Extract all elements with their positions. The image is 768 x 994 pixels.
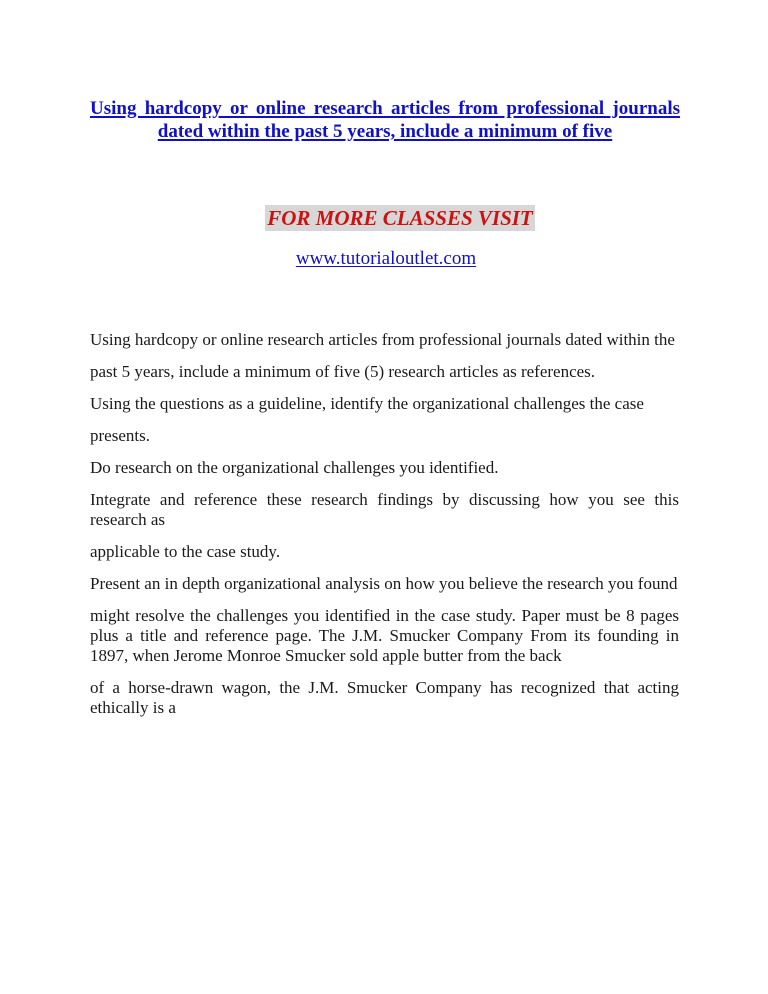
body-paragraph: might resolve the challenges you identified in the case study. Paper must be 8 pages plus a title and reference page. The J.M. Smucker Company From its founding in 1897, when Jerome Monroe Smucker sold apple butter from the back (90, 606, 679, 665)
body-paragraph: applicable to the case study. (90, 542, 281, 561)
body-paragraph: past 5 years, include a minimum of five (5) research articles as references. (90, 362, 596, 381)
body-paragraph: Using the questions as a guideline, identify the organizational challenges the case (90, 394, 644, 413)
website-link[interactable]: www.tutorialoutlet.com (295, 248, 477, 269)
body-paragraph: of a horse-drawn wagon, the J.M. Smucker Company has recognized that acting ethically is a (90, 678, 679, 717)
promo-text: FOR MORE CLASSES VISIT (267, 206, 533, 230)
document-body (90, 330, 679, 730)
document-title[interactable]: Using hardcopy or online research articles from professional journals dated within the past 5 years, include a minimum of five (90, 98, 680, 142)
body-paragraph: Using hardcopy or online research articles from professional journals dated within the (90, 330, 675, 349)
body-paragraph: Integrate and reference these research findings by discussing how you see this research as (90, 490, 679, 529)
body-paragraph: Do research on the organizational challenges you identified. (90, 458, 499, 477)
body-paragraph: Present an in depth organizational analysis on how you believe the research you found (90, 574, 678, 593)
website-line (0, 247, 768, 271)
promo-banner (0, 205, 768, 231)
body-paragraph: presents. (90, 426, 150, 445)
